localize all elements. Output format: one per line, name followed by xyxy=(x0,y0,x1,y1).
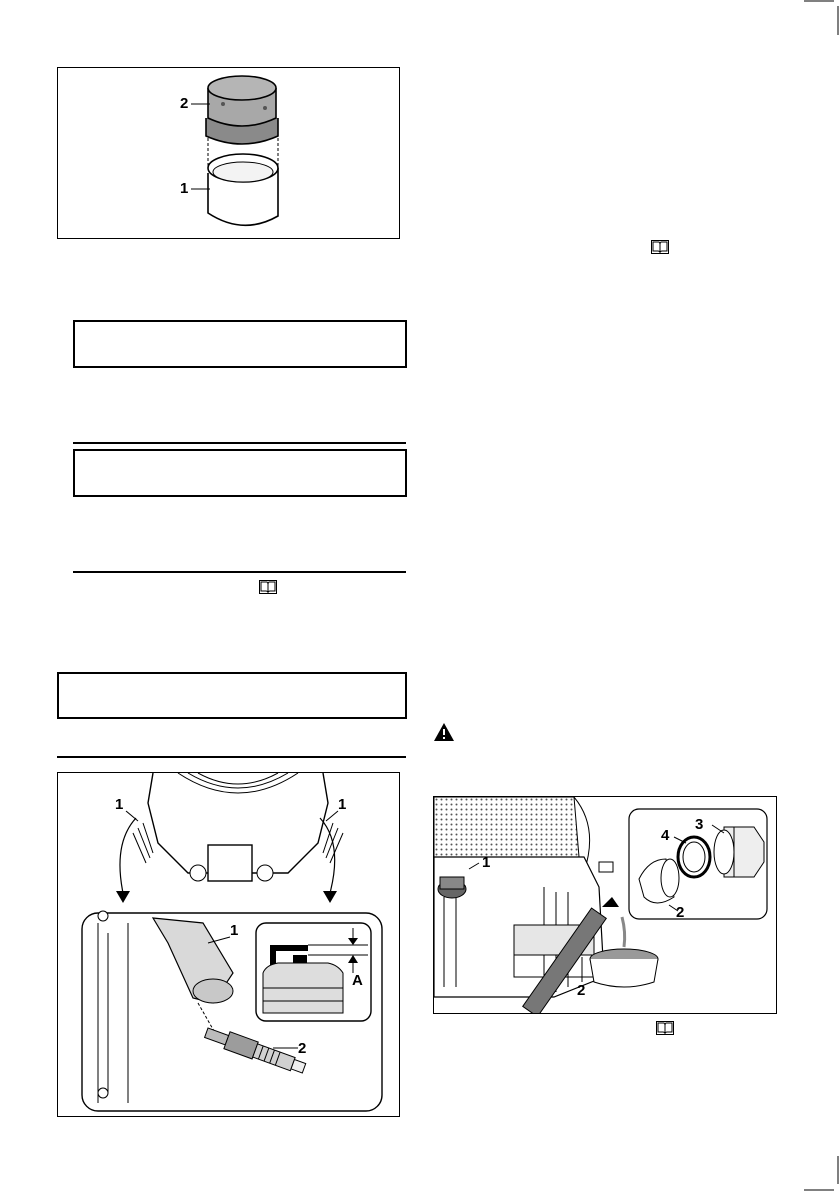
callout-3-drain-plug: 3 xyxy=(695,816,704,833)
figure-air-filter xyxy=(57,67,400,239)
figure-oil-drain xyxy=(433,796,777,1014)
notice-box-3 xyxy=(57,672,407,719)
engine-top-illustration xyxy=(58,773,399,1116)
callout-4-seal: 4 xyxy=(661,827,670,844)
callout-1-oil-cap: 1 xyxy=(482,854,491,871)
crop-mark-bottom-right xyxy=(804,1156,839,1191)
figure-spark-plug xyxy=(57,772,400,1117)
callout-2: 2 xyxy=(180,95,189,112)
book-icon xyxy=(651,240,669,254)
callout-2-plug: 2 xyxy=(298,1040,307,1057)
book-icon xyxy=(656,1021,674,1035)
warning-triangle-icon xyxy=(434,723,454,741)
section-rule-2 xyxy=(73,571,406,573)
notice-box-2 xyxy=(73,449,407,497)
section-rule-1 xyxy=(73,442,406,444)
callout-1-left: 1 xyxy=(115,796,124,813)
callout-1-cap: 1 xyxy=(230,922,239,939)
book-icon xyxy=(259,580,277,594)
oil-drain-illustration xyxy=(434,797,776,1013)
callout-a-gap: A xyxy=(352,972,363,989)
crop-mark-top-right xyxy=(804,0,839,35)
notice-box-1 xyxy=(73,320,407,368)
callout-2-hose: 2 xyxy=(577,982,586,999)
air-filter-illustration xyxy=(58,68,399,238)
section-rule-3 xyxy=(57,756,406,758)
callout-1-right: 1 xyxy=(338,796,347,813)
callout-2-hose-inset: 2 xyxy=(676,904,685,921)
callout-1: 1 xyxy=(180,180,189,197)
